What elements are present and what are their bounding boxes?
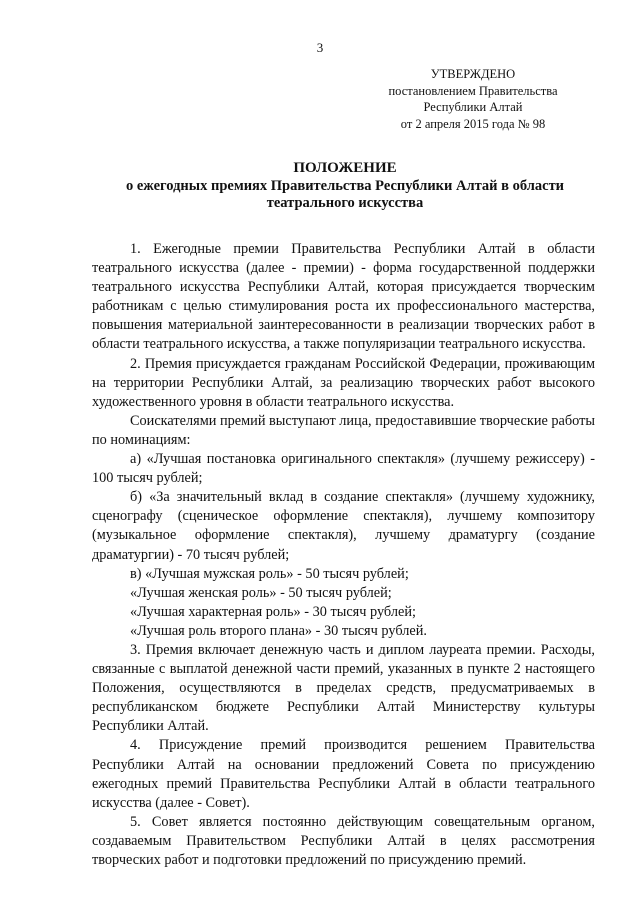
- paragraph-3: 3. Премия включает денежную часть и диплом лауреата премии. Расходы, связанные с выплатой денежной части премий, указанных в пункте 2 настоящего Положения, осуществляются в пределах средств, предусматриваемых в республиканском бюджете Республики Алтай Министерству культуры Республики Алтай.: [92, 641, 595, 735]
- paragraph-5: 5. Совет является постоянно действующим совещательным органом, создаваемым Правительством Республики Алтай в целях рассмотрения творческих работ и подготовки предложений по присуждению премий.: [92, 813, 595, 868]
- approval-line: Республики Алтай: [423, 100, 523, 114]
- approval-line: постановлением Правительства: [388, 83, 558, 98]
- nomination-character: «Лучшая характерная роль» - 30 тысяч рублей;: [130, 603, 416, 620]
- approval-stamp: [353, 66, 593, 132]
- paragraph-1: 1. Ежегодные премии Правительства Республики Алтай в области театрального искусства (далее - премии) - форма государственной поддержки театрального искусства Республики Алтай, которая присуждается творческим работникам с целью стимулирования роста их профессионального мастерства, повышения материальной заинтересованности в реализации творческих работ в области театрального искусства, а также популяризации театрального искусства.: [92, 241, 595, 353]
- title-subtitle-line-2: театрального искусства: [266, 195, 424, 211]
- nomination-female: «Лучшая женская роль» - 50 тысяч рублей;: [130, 584, 392, 601]
- nomination-c-male: в) «Лучшая мужская роль» - 50 тысяч рублей;: [130, 565, 409, 582]
- paragraph-applicants: Соискателями премий выступают лица, предоставившие творческие работы по номинациям:: [92, 412, 595, 448]
- paragraph-2: 2. Премия присуждается гражданам Российской Федерации, проживающим на территории Республики Алтай, за реализацию творческих работ высокого художественного уровня в области театрального искусства.: [92, 355, 595, 410]
- title-subtitle-line-1: о ежегодных премиях Правительства Республики Алтай в области: [125, 177, 565, 194]
- nomination-a: а) «Лучшая постановка оригинального спектакля» (лучшему режиссеру) - 100 тысяч рублей;: [92, 451, 595, 487]
- title-main: ПОЛОЖЕНИЕ: [293, 160, 397, 176]
- paragraph-4: 4. Присуждение премий производится решением Правительства Республики Алтай на основании предложений Совета по присуждению ежегодных премий Правительства Республики Алтай в области театрального искусства (далее - Совет).: [92, 737, 595, 811]
- approval-date-line: от 2 апреля 2015 года № 98: [400, 116, 546, 131]
- approval-heading: УТВЕРЖДЕНО: [430, 67, 516, 81]
- document-body: [92, 240, 595, 870]
- nomination-b: б) «За значительный вклад в создание спектакля» (лучшему художнику, сценографу (сценическое оформление спектакля), лучшему композитору (музыкальное оформление спектакля), лучшему драматургу (создание драматургии) - 70 тысяч рублей;: [92, 489, 595, 563]
- page-number: 3: [316, 40, 324, 55]
- nomination-supporting: «Лучшая роль второго плана» - 30 тысяч рублей.: [130, 622, 427, 639]
- document-title: [95, 160, 595, 213]
